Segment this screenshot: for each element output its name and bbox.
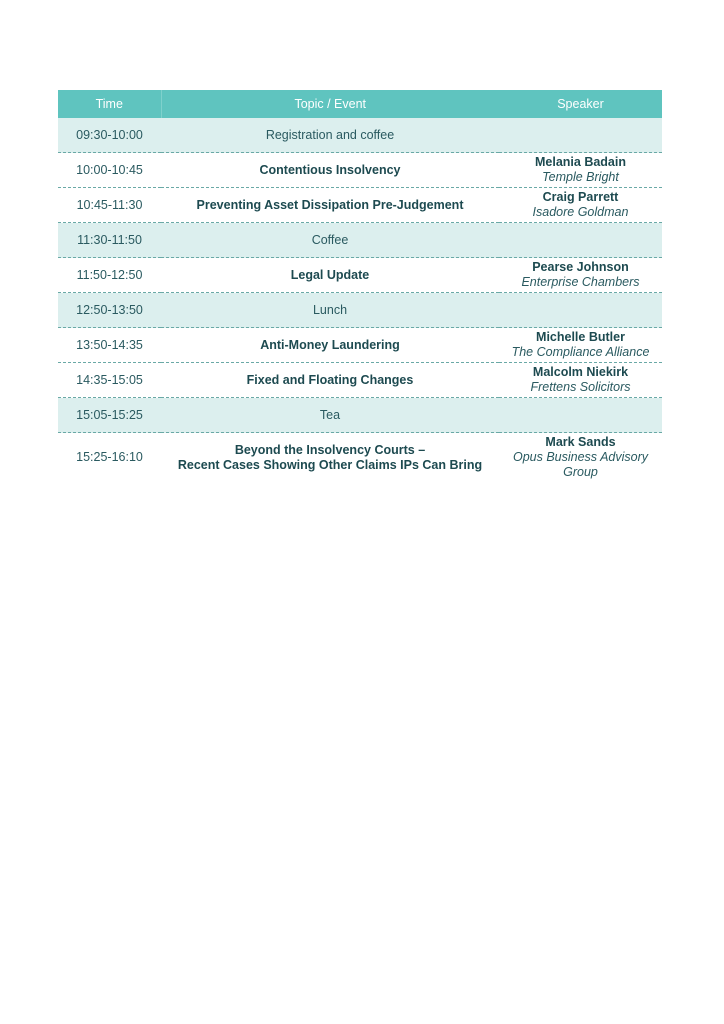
header-topic: Topic / Event (161, 90, 499, 118)
row-time: 14:35-15:05 (58, 363, 161, 398)
speaker-name: Craig Parrett (542, 190, 619, 204)
speaker-name: Michelle Butler (536, 330, 625, 344)
row-speaker (499, 223, 662, 258)
agenda-row-session (58, 328, 662, 363)
topic-line: Beyond the Insolvency Courts – (234, 442, 426, 457)
row-speaker (499, 363, 662, 398)
agenda-row-session (58, 433, 662, 483)
speaker-organisation: Isadore Goldman (532, 205, 629, 219)
agenda-row-session (58, 188, 662, 223)
row-topic: Coffee (161, 223, 499, 258)
speaker-organisation: Group (563, 465, 598, 479)
row-topic: Tea (161, 398, 499, 433)
row-speaker (499, 398, 662, 433)
agenda-header (58, 90, 662, 118)
row-speaker (499, 258, 662, 293)
row-time: 11:30-11:50 (58, 223, 161, 258)
speaker-name: Melania Badain (535, 155, 626, 169)
row-speaker (499, 293, 662, 328)
row-time: 15:25-16:10 (76, 450, 143, 464)
agenda-row-session (58, 363, 662, 398)
row-speaker (499, 118, 662, 153)
header-speaker: Speaker (499, 90, 662, 118)
row-topic: Lunch (161, 293, 499, 328)
row-topic: Anti-Money Laundering (161, 328, 499, 363)
row-time: 11:50-12:50 (58, 258, 161, 293)
speaker-name: Pearse Johnson (532, 260, 629, 274)
agenda-row-session (58, 153, 662, 188)
speaker-name: Malcolm Niekirk (532, 365, 629, 379)
speaker-organisation: Frettens Solicitors (530, 380, 631, 394)
row-time: 13:50-14:35 (58, 328, 161, 363)
agenda-row-break (58, 293, 662, 328)
agenda-row-session (58, 258, 662, 293)
row-topic: Fixed and Floating Changes (161, 363, 499, 398)
row-speaker (499, 433, 662, 483)
agenda-row-break (58, 223, 662, 258)
row-speaker (499, 328, 662, 363)
speaker-organisation: Temple Bright (542, 170, 619, 184)
row-speaker (499, 153, 662, 188)
row-topic (161, 433, 499, 483)
agenda-table (58, 90, 662, 482)
row-time: 10:00-10:45 (58, 153, 161, 188)
row-time: 15:05-15:25 (58, 398, 161, 433)
row-topic: Contentious Insolvency (161, 153, 499, 188)
row-time: 12:50-13:50 (58, 293, 161, 328)
row-speaker (499, 188, 662, 223)
row-time: 10:45-11:30 (58, 188, 161, 223)
row-topic: Registration and coffee (161, 118, 499, 153)
speaker-organisation: The Compliance Alliance (511, 345, 650, 359)
agenda-row-break (58, 398, 662, 433)
speaker-name: Mark Sands (545, 435, 616, 449)
header-time: Time (58, 90, 161, 118)
topic-line: Recent Cases Showing Other Claims IPs Can Bring (177, 457, 483, 472)
agenda-row-break (58, 118, 662, 153)
speaker-organisation: Opus Business Advisory (512, 450, 648, 464)
speaker-organisation: Enterprise Chambers (521, 275, 640, 289)
row-time: 09:30-10:00 (58, 118, 161, 153)
row-topic: Legal Update (161, 258, 499, 293)
row-topic: Preventing Asset Dissipation Pre-Judgement (161, 188, 499, 223)
